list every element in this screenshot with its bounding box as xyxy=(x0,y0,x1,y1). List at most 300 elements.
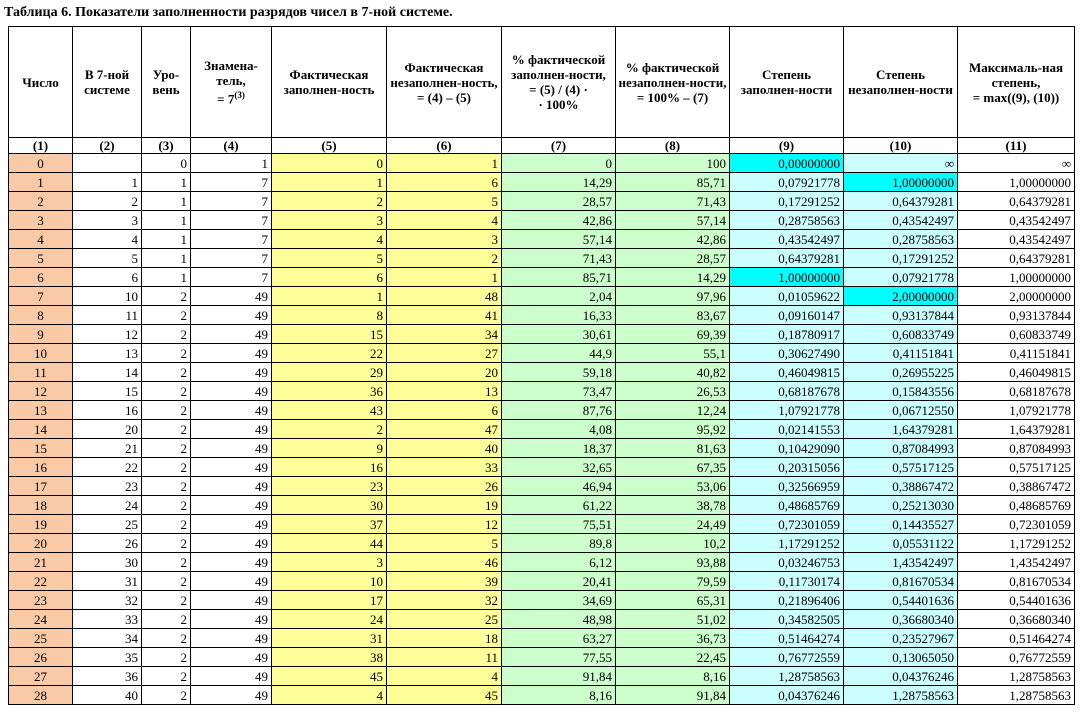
table-cell: 14 xyxy=(9,420,73,439)
table-cell: 1 xyxy=(142,211,191,230)
table-cell: 63,27 xyxy=(502,629,616,648)
table-cell: 36,73 xyxy=(616,629,730,648)
table-cell: 32 xyxy=(73,591,142,610)
header-actual-fill: Фактическая заполнен-ность xyxy=(272,27,387,138)
table-cell: 15 xyxy=(73,382,142,401)
header-base7: В 7-ной системе xyxy=(73,27,142,138)
table-cell: 0,28758563 xyxy=(844,230,958,249)
table-cell: 3 xyxy=(272,211,387,230)
table-cell: 55,1 xyxy=(616,344,730,363)
table-cell: 0,14435527 xyxy=(844,515,958,534)
table-cell: 13 xyxy=(73,344,142,363)
table-cell: 49 xyxy=(191,591,272,610)
table-cell: 3 xyxy=(73,211,142,230)
table-cell: 49 xyxy=(191,610,272,629)
table-cell: 20 xyxy=(9,534,73,553)
table-cell: 75,51 xyxy=(502,515,616,534)
table-cell: 0,68187678 xyxy=(958,382,1075,401)
table-cell: 1,64379281 xyxy=(844,420,958,439)
table-cell: 36 xyxy=(73,667,142,686)
table-cell: 61,22 xyxy=(502,496,616,515)
table-cell: 0,13065050 xyxy=(844,648,958,667)
table-cell: 42,86 xyxy=(616,230,730,249)
table-cell: 2 xyxy=(142,325,191,344)
table-cell: 0,18780917 xyxy=(730,325,844,344)
table-cell: 0,57517125 xyxy=(958,458,1075,477)
table-cell: 0,87084993 xyxy=(958,439,1075,458)
table-cell: 33 xyxy=(73,610,142,629)
table-cell: 5 xyxy=(272,249,387,268)
table-cell: 49 xyxy=(191,477,272,496)
table-cell: 29 xyxy=(272,363,387,382)
table-cell: 49 xyxy=(191,686,272,705)
table-cell: 2,04 xyxy=(502,287,616,306)
table-cell: 0,36680340 xyxy=(844,610,958,629)
table-cell: 30,61 xyxy=(502,325,616,344)
table-cell: 26 xyxy=(73,534,142,553)
table-cell: 2 xyxy=(9,192,73,211)
table-cell: 0,09160147 xyxy=(730,306,844,325)
table-cell: 22 xyxy=(272,344,387,363)
table-cell: 2 xyxy=(142,420,191,439)
table-cell: 2 xyxy=(142,401,191,420)
table-cell: 0,02141553 xyxy=(730,420,844,439)
table-cell: 2 xyxy=(142,439,191,458)
table-row xyxy=(9,420,1075,439)
table-cell: 42,86 xyxy=(502,211,616,230)
table-cell: 0,32566959 xyxy=(730,477,844,496)
table-cell: 2 xyxy=(142,572,191,591)
table-cell: 4,08 xyxy=(502,420,616,439)
table-cell: 0,10429090 xyxy=(730,439,844,458)
table-cell: 2 xyxy=(142,287,191,306)
table-cell: 0,60833749 xyxy=(844,325,958,344)
table-cell: 27 xyxy=(387,344,502,363)
table-cell: 15 xyxy=(272,325,387,344)
table-cell: 18 xyxy=(9,496,73,515)
table-cell: 43 xyxy=(272,401,387,420)
header-row xyxy=(9,27,1075,138)
table-cell: 1 xyxy=(142,192,191,211)
table-cell: 0,68187678 xyxy=(730,382,844,401)
col-num: (11) xyxy=(958,138,1075,154)
table-cell: 91,84 xyxy=(616,686,730,705)
data-table xyxy=(8,26,1075,705)
header-percent-unfill: % фактической незаполнен-ности, = 100% – (7) xyxy=(616,27,730,138)
table-cell: 49 xyxy=(191,420,272,439)
table-cell: 1,28758563 xyxy=(844,686,958,705)
table-cell: 0,51464274 xyxy=(958,629,1075,648)
table-cell: 0,81670534 xyxy=(958,572,1075,591)
table-cell: 1,17291252 xyxy=(730,534,844,553)
header-actual-unfill: Фактическая незаполнен-ность, = (4) – (5) xyxy=(387,27,502,138)
table-cell: 0,76772559 xyxy=(958,648,1075,667)
table-cell: 49 xyxy=(191,287,272,306)
table-cell: 4 xyxy=(272,230,387,249)
table-cell: 91,84 xyxy=(502,667,616,686)
table-row xyxy=(9,325,1075,344)
table-cell: 16 xyxy=(272,458,387,477)
table-cell: 0,41151841 xyxy=(958,344,1075,363)
table-cell: 1,17291252 xyxy=(958,534,1075,553)
table-cell: 44,9 xyxy=(502,344,616,363)
table-cell: 12 xyxy=(387,515,502,534)
table-cell: 24 xyxy=(9,610,73,629)
table-cell: 14,29 xyxy=(616,268,730,287)
table-cell: 49 xyxy=(191,572,272,591)
table-cell: 2 xyxy=(272,192,387,211)
table-row xyxy=(9,439,1075,458)
table-cell: 49 xyxy=(191,496,272,515)
table-cell: 73,47 xyxy=(502,382,616,401)
table-cell: 18,37 xyxy=(502,439,616,458)
table-row xyxy=(9,154,1075,173)
table-cell: 10 xyxy=(73,287,142,306)
table-cell: 25 xyxy=(73,515,142,534)
table-row xyxy=(9,306,1075,325)
table-cell: 25 xyxy=(9,629,73,648)
table-cell: 2,00000000 xyxy=(844,287,958,306)
table-cell: 1 xyxy=(142,173,191,192)
table-cell: 1 xyxy=(142,249,191,268)
table-cell: 1,28758563 xyxy=(958,686,1075,705)
table-cell: 28 xyxy=(9,686,73,705)
table-cell: 0,11730174 xyxy=(730,572,844,591)
table-cell: 3 xyxy=(9,211,73,230)
table-cell: 46,94 xyxy=(502,477,616,496)
table-cell: 0,07921778 xyxy=(730,173,844,192)
table-cell: 10 xyxy=(272,572,387,591)
table-cell: 7 xyxy=(9,287,73,306)
table-cell: 0,64379281 xyxy=(958,192,1075,211)
col-num: (10) xyxy=(844,138,958,154)
table-cell: 0,54401636 xyxy=(844,591,958,610)
table-cell: 0,26955225 xyxy=(844,363,958,382)
table-cell: 4 xyxy=(272,686,387,705)
table-row xyxy=(9,629,1075,648)
table-row xyxy=(9,534,1075,553)
table-cell: 0 xyxy=(272,154,387,173)
table-cell: 49 xyxy=(191,439,272,458)
table-cell: 12,24 xyxy=(616,401,730,420)
table-cell: 10,2 xyxy=(616,534,730,553)
table-cell: 2 xyxy=(142,667,191,686)
table-cell: 1,28758563 xyxy=(958,667,1075,686)
table-cell: 0,54401636 xyxy=(958,591,1075,610)
table-cell: 31 xyxy=(73,572,142,591)
table-cell: 57,14 xyxy=(502,230,616,249)
table-cell: 51,02 xyxy=(616,610,730,629)
table-cell: 0,64379281 xyxy=(958,249,1075,268)
table-cell: 0,64379281 xyxy=(730,249,844,268)
table-cell: 1,43542497 xyxy=(844,553,958,572)
table-cell: 6 xyxy=(9,268,73,287)
table-cell: 49 xyxy=(191,458,272,477)
table-cell: 89,8 xyxy=(502,534,616,553)
table-cell: 30 xyxy=(73,553,142,572)
table-cell: 0,03246753 xyxy=(730,553,844,572)
col-num: (2) xyxy=(73,138,142,154)
table-cell: 22 xyxy=(73,458,142,477)
table-cell: 33 xyxy=(387,458,502,477)
table-cell: 40 xyxy=(73,686,142,705)
table-cell: 0,87084993 xyxy=(844,439,958,458)
table-cell: 59,18 xyxy=(502,363,616,382)
table-cell: 49 xyxy=(191,515,272,534)
col-num: (5) xyxy=(272,138,387,154)
table-cell: 2 xyxy=(142,306,191,325)
table-cell: 0,81670534 xyxy=(844,572,958,591)
table-row xyxy=(9,268,1075,287)
table-cell: 12 xyxy=(73,325,142,344)
table-cell: 0,17291252 xyxy=(844,249,958,268)
column-number-row xyxy=(9,138,1075,154)
table-cell: 1,43542497 xyxy=(958,553,1075,572)
table-cell xyxy=(73,154,142,173)
table-cell: 1,00000000 xyxy=(958,173,1075,192)
table-cell: 21 xyxy=(73,439,142,458)
table-cell: 0,46049815 xyxy=(958,363,1075,382)
table-cell: 44 xyxy=(272,534,387,553)
table-cell: 20 xyxy=(73,420,142,439)
table-cell: 4 xyxy=(387,667,502,686)
table-row xyxy=(9,572,1075,591)
table-cell: 49 xyxy=(191,629,272,648)
table-cell: 1,00000000 xyxy=(730,268,844,287)
table-cell: 49 xyxy=(191,344,272,363)
table-cell: 6 xyxy=(272,268,387,287)
table-cell: 0,25213030 xyxy=(844,496,958,515)
table-cell: 0,06712550 xyxy=(844,401,958,420)
table-cell: 0,01059622 xyxy=(730,287,844,306)
table-cell: 0,43542497 xyxy=(958,230,1075,249)
table-cell: 14,29 xyxy=(502,173,616,192)
table-cell: 48 xyxy=(387,287,502,306)
table-cell: 23 xyxy=(73,477,142,496)
table-body xyxy=(9,154,1075,705)
table-caption: Таблица 6. Показатели заполненности разрядов чисел в 7-ной системе. xyxy=(4,5,453,20)
table-cell: 69,39 xyxy=(616,325,730,344)
table-cell: 5 xyxy=(73,249,142,268)
table-cell: 81,63 xyxy=(616,439,730,458)
table-cell: 41 xyxy=(387,306,502,325)
table-row xyxy=(9,173,1075,192)
table-cell: 11 xyxy=(387,648,502,667)
table-row xyxy=(9,230,1075,249)
table-cell: 1,28758563 xyxy=(730,667,844,686)
table-cell: 16 xyxy=(73,401,142,420)
table-cell: 8 xyxy=(272,306,387,325)
header-number: Число xyxy=(9,27,73,138)
table-cell: 34 xyxy=(387,325,502,344)
table-cell: 46 xyxy=(387,553,502,572)
table-row xyxy=(9,515,1075,534)
table-cell: 16 xyxy=(9,458,73,477)
header-percent-fill: % фактической заполнен-ности, = (5) / (4) · · 100% xyxy=(502,27,616,138)
table-cell: 13 xyxy=(9,401,73,420)
table-cell: 71,43 xyxy=(616,192,730,211)
table-cell: 6 xyxy=(73,268,142,287)
header-max-degree: Максималь-ная степень, = max((9), (10)) xyxy=(958,27,1075,138)
table-cell: 15 xyxy=(9,439,73,458)
table-row xyxy=(9,363,1075,382)
col-num: (1) xyxy=(9,138,73,154)
table-cell: 16,33 xyxy=(502,306,616,325)
table-cell: 32,65 xyxy=(502,458,616,477)
table-cell: 1 xyxy=(191,154,272,173)
table-cell: 0,17291252 xyxy=(730,192,844,211)
table-cell: 39 xyxy=(387,572,502,591)
table-cell: 0,51464274 xyxy=(730,629,844,648)
table-cell: 1 xyxy=(73,173,142,192)
table-cell: 2 xyxy=(387,249,502,268)
table-cell: 49 xyxy=(191,363,272,382)
table-cell: 85,71 xyxy=(616,173,730,192)
table-cell: 5 xyxy=(387,534,502,553)
table-cell: 0,04376246 xyxy=(844,667,958,686)
table-cell: 0 xyxy=(9,154,73,173)
table-cell: 0,30627490 xyxy=(730,344,844,363)
table-cell: 2 xyxy=(142,515,191,534)
table-cell: 0,76772559 xyxy=(730,648,844,667)
table-cell: 2 xyxy=(142,629,191,648)
header-unfill-degree: Степень незаполнен-ности xyxy=(844,27,958,138)
table-cell: 8,16 xyxy=(616,667,730,686)
table-cell: 20 xyxy=(387,363,502,382)
table-cell: 2 xyxy=(142,477,191,496)
table-cell: 26,53 xyxy=(616,382,730,401)
table-cell: 26 xyxy=(9,648,73,667)
table-cell: 24,49 xyxy=(616,515,730,534)
table-cell: 9 xyxy=(272,439,387,458)
table-cell: 79,59 xyxy=(616,572,730,591)
table-cell: 2 xyxy=(142,496,191,515)
table-cell: 1 xyxy=(142,268,191,287)
table-cell: 67,35 xyxy=(616,458,730,477)
col-num: (9) xyxy=(730,138,844,154)
header-denominator: Знамена-тель, = $7^{(3)}$ xyxy=(191,27,272,138)
table-cell: 2 xyxy=(142,610,191,629)
table-cell: 38 xyxy=(272,648,387,667)
col-num: (7) xyxy=(502,138,616,154)
table-cell: 2 xyxy=(142,363,191,382)
table-cell: 0,20315056 xyxy=(730,458,844,477)
table-cell: 25 xyxy=(387,610,502,629)
table-row xyxy=(9,287,1075,306)
table-cell: 2 xyxy=(142,458,191,477)
table-cell: 27 xyxy=(9,667,73,686)
table-cell: 35 xyxy=(73,648,142,667)
table-cell: 8,16 xyxy=(502,686,616,705)
table-cell: 0,64379281 xyxy=(844,192,958,211)
table-cell: 1,07921778 xyxy=(958,401,1075,420)
table-cell: 36 xyxy=(272,382,387,401)
table-cell: 34 xyxy=(73,629,142,648)
table-cell: 0,15843556 xyxy=(844,382,958,401)
table-cell: 31 xyxy=(272,629,387,648)
table-cell: 0,43542497 xyxy=(844,211,958,230)
table-cell: 49 xyxy=(191,325,272,344)
table-cell: 49 xyxy=(191,648,272,667)
table-cell: 49 xyxy=(191,401,272,420)
table-cell: 2 xyxy=(142,344,191,363)
table-cell: 4 xyxy=(387,211,502,230)
table-cell: 0,43542497 xyxy=(730,230,844,249)
table-cell: 19 xyxy=(9,515,73,534)
table-cell: 1 xyxy=(142,230,191,249)
table-row xyxy=(9,496,1075,515)
table-cell: 0,43542497 xyxy=(958,211,1075,230)
table-row xyxy=(9,477,1075,496)
table-cell: 40 xyxy=(387,439,502,458)
table-cell: 1 xyxy=(272,287,387,306)
table-cell: 28,57 xyxy=(502,192,616,211)
table-cell: 0 xyxy=(502,154,616,173)
table-cell: 22,45 xyxy=(616,648,730,667)
table-cell: 0,93137844 xyxy=(844,306,958,325)
table-cell: 0,36680340 xyxy=(958,610,1075,629)
table-row xyxy=(9,553,1075,572)
table-cell: 2 xyxy=(142,534,191,553)
table-row xyxy=(9,344,1075,363)
table-cell: 32 xyxy=(387,591,502,610)
table-cell: 0,48685769 xyxy=(730,496,844,515)
table-cell: 0,38867472 xyxy=(844,477,958,496)
table-cell: 2,00000000 xyxy=(958,287,1075,306)
table-cell: 12 xyxy=(9,382,73,401)
table-cell: 0,60833749 xyxy=(958,325,1075,344)
table-cell: 6 xyxy=(387,173,502,192)
table-cell: 2 xyxy=(142,591,191,610)
table-cell: 23 xyxy=(272,477,387,496)
table-cell: 17 xyxy=(9,477,73,496)
table-cell: 7 xyxy=(191,268,272,287)
table-row xyxy=(9,382,1075,401)
header-level: Уро-вень xyxy=(142,27,191,138)
table-cell: 2 xyxy=(142,553,191,572)
table-cell: 7 xyxy=(191,192,272,211)
table-cell: 10 xyxy=(9,344,73,363)
table-cell: 1 xyxy=(387,268,502,287)
table-cell: 0,23527967 xyxy=(844,629,958,648)
table-cell: 1,07921778 xyxy=(730,401,844,420)
table-cell: 8 xyxy=(9,306,73,325)
table-cell: 53,06 xyxy=(616,477,730,496)
table-cell: 0,00000000 xyxy=(730,154,844,173)
table-cell: 19 xyxy=(387,496,502,515)
table-cell: 28,57 xyxy=(616,249,730,268)
table-cell: 0,04376246 xyxy=(730,686,844,705)
table-cell: 9 xyxy=(9,325,73,344)
table-cell: 0,28758563 xyxy=(730,211,844,230)
table-cell: 24 xyxy=(73,496,142,515)
table-cell: 0,57517125 xyxy=(844,458,958,477)
table-cell: 4 xyxy=(73,230,142,249)
table-cell: 0,41151841 xyxy=(844,344,958,363)
table-row xyxy=(9,401,1075,420)
table-cell: 0,48685769 xyxy=(958,496,1075,515)
table-row xyxy=(9,211,1075,230)
table-cell: 4 xyxy=(9,230,73,249)
table-cell: 23 xyxy=(9,591,73,610)
table-cell: 87,76 xyxy=(502,401,616,420)
table-cell: 49 xyxy=(191,382,272,401)
table-cell: 65,31 xyxy=(616,591,730,610)
table-cell: 48,98 xyxy=(502,610,616,629)
table-cell: 77,55 xyxy=(502,648,616,667)
table-cell: 0,07921778 xyxy=(844,268,958,287)
table-cell: 0,34582505 xyxy=(730,610,844,629)
